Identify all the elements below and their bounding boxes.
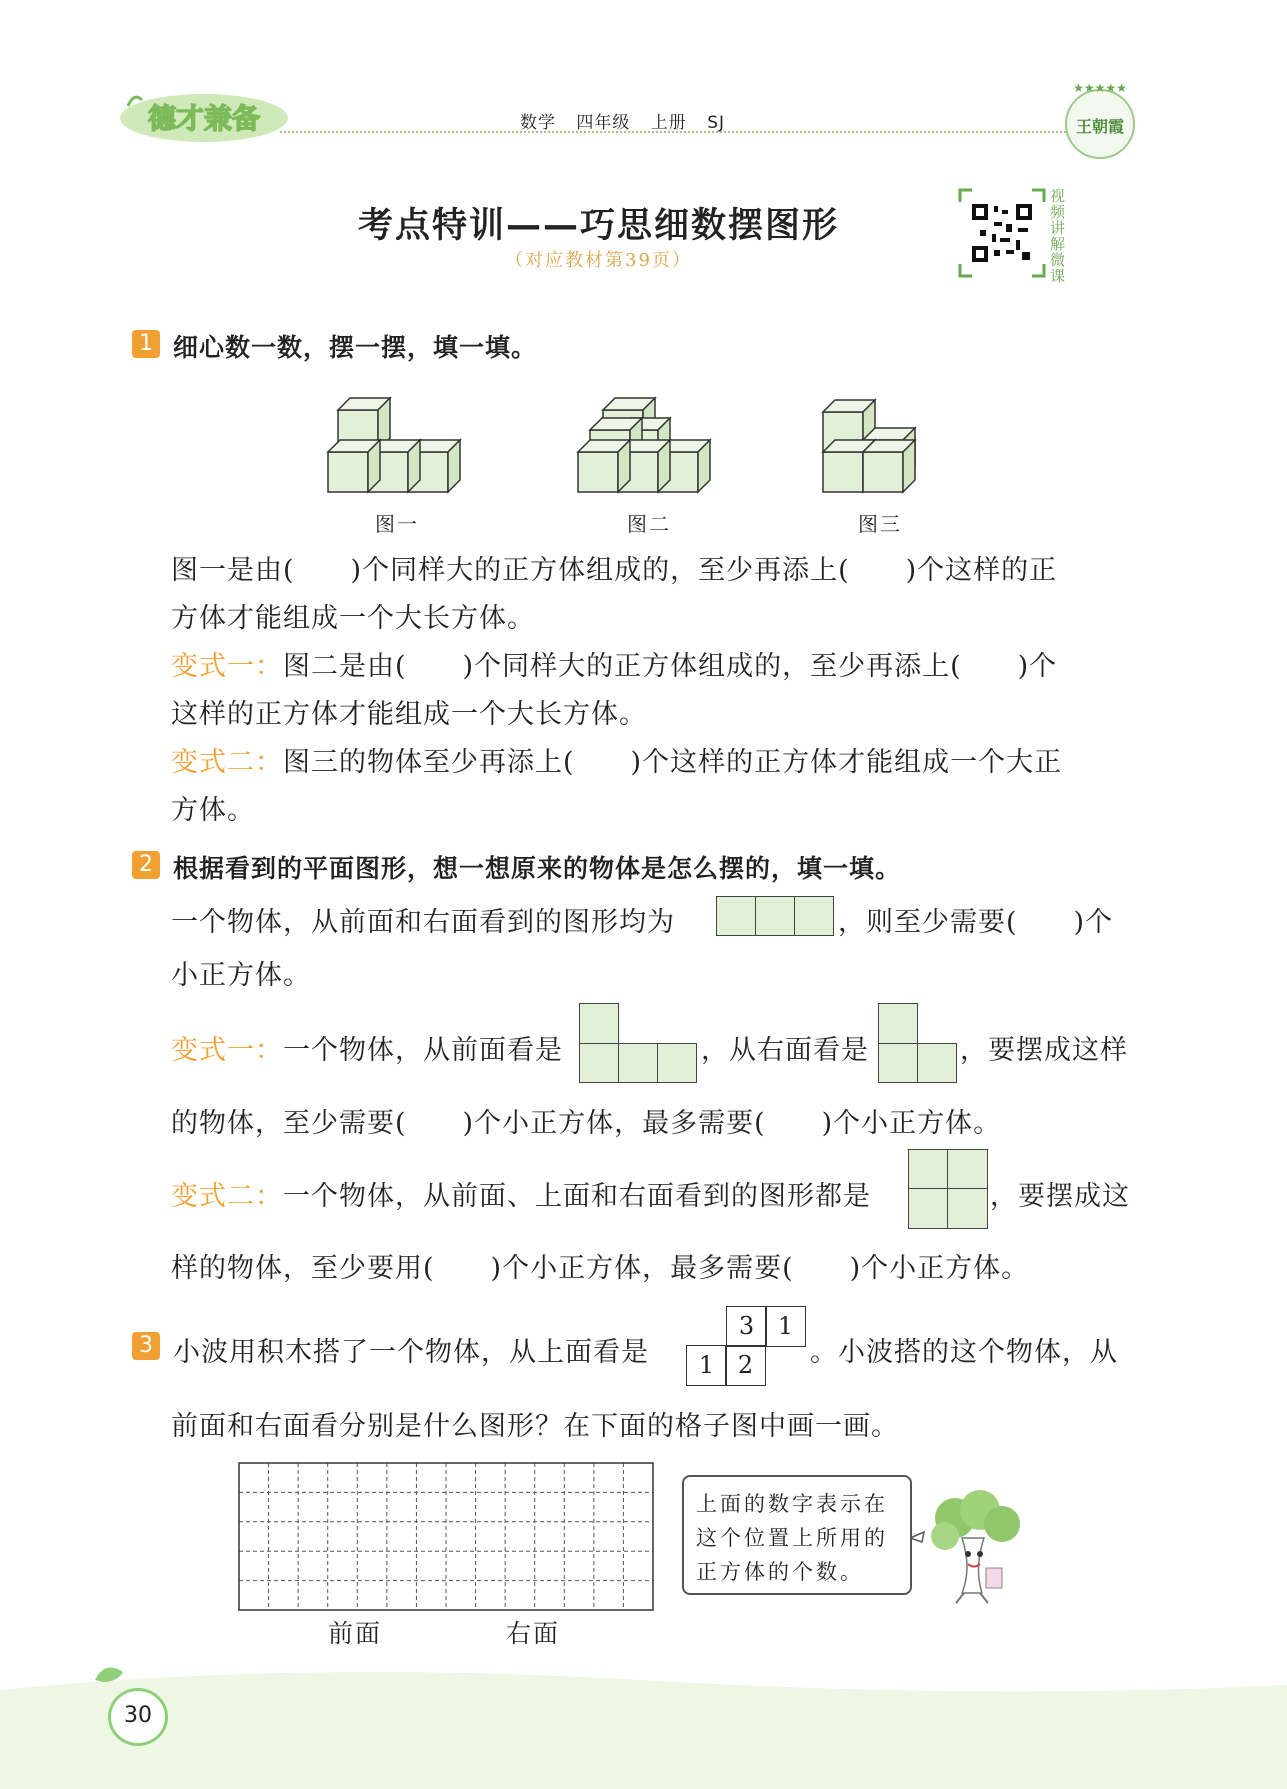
question-title: 根据看到的平面图形，想一想原来的物体是怎么摆的，填一填。 — [173, 854, 902, 883]
view-right-shape — [878, 1003, 958, 1083]
question-title: 细心数一数，摆一摆，填一填。 — [173, 333, 538, 362]
question-number: 2 — [132, 851, 160, 879]
page-number: 30 — [108, 1688, 168, 1746]
q3-line2: 前面和右面看分别是什么图形？在下面的格子图中画一画。 — [171, 1411, 899, 1442]
top-view-cell: 1 — [765, 1306, 806, 1347]
figure-3 — [823, 400, 915, 492]
figure-2-label: 图二 — [627, 512, 671, 536]
variant-2-label: 变式二： — [171, 747, 283, 778]
q3-line1a: 小波用积木搭了一个物体，从上面看是 — [173, 1337, 649, 1368]
question-number: 3 — [132, 1332, 160, 1360]
hint-bubble — [682, 1475, 912, 1595]
q1-text-line1: 图一是由( )个同样大的正方体组成的，至少再添上( )个这样的正 — [171, 555, 1058, 586]
top-view-cell: 2 — [725, 1345, 766, 1386]
q1-v1-line2: 这样的正方体才能组成一个大长方体。 — [171, 699, 647, 730]
q3-line1b: 。小波搭的这个物体，从 — [810, 1337, 1118, 1368]
question-number: 1 — [132, 330, 160, 358]
header-meta: 数学 四年级 上册 SJ — [520, 113, 726, 133]
q2-v1-c: ，要摆成这样 — [960, 1035, 1128, 1066]
q1-v1-line1: 图二是由( )个同样大的正方体组成的，至少再添上( )个 — [283, 651, 1058, 682]
q2-line1a: 一个物体，从前面和右面看到的图形均为 — [171, 907, 675, 938]
q2-v1-line2: 的物体，至少需要( )个小正方体，最多需要( )个小正方体。 — [171, 1108, 1002, 1139]
variant-2-label: 变式二： — [171, 1181, 283, 1212]
footer-wave — [0, 1660, 1287, 1789]
figure-3-label: 图三 — [858, 512, 902, 536]
q2-v1-b: ，从右面看是 — [701, 1035, 869, 1066]
svg-text:★★★★★: ★★★★★ — [1073, 81, 1127, 95]
brand-logo — [118, 88, 290, 144]
view-front-shape — [579, 1003, 699, 1083]
author-seal — [1058, 78, 1143, 163]
variant-1-label: 变式一： — [171, 651, 283, 682]
figure-1-label: 图一 — [375, 512, 419, 536]
q2-line1b: ，则至少需要( )个 — [838, 907, 1114, 938]
figure-1 — [328, 398, 460, 492]
q2-v1-a: 一个物体，从前面看是 — [283, 1035, 563, 1066]
figure-2 — [578, 398, 710, 492]
right-label: 右面 — [506, 1619, 561, 1648]
q2-v2-b: ，要摆成这 — [990, 1181, 1130, 1212]
svg-text:王朝霞: 王朝霞 — [1075, 117, 1125, 136]
q2-line2: 小正方体。 — [171, 960, 311, 991]
mascot-character — [910, 1488, 1030, 1608]
top-view-grid — [686, 1306, 808, 1386]
cube-figures — [318, 372, 978, 507]
variant-1-label: 变式一： — [171, 1035, 283, 1066]
top-view-cell: 1 — [686, 1345, 727, 1386]
page-title: 考点特训——巧思细数摆图形 — [357, 206, 839, 246]
view-three-in-row — [716, 896, 836, 936]
q1-v2-line2: 方体。 — [171, 795, 255, 826]
q1-text-line2: 方体才能组成一个大长方体。 — [171, 603, 535, 634]
view-square-shape — [908, 1149, 988, 1229]
page-subtitle: （对应教材第39页） — [505, 250, 692, 271]
hint-line: 上面的数字表示在 — [696, 1492, 888, 1516]
qr-code[interactable] — [958, 188, 1046, 278]
qr-label: 视频讲解微课 — [1050, 187, 1066, 285]
q2-v2-a: 一个物体，从前面、上面和右面看到的图形都是 — [283, 1181, 871, 1212]
q2-v2-line2: 样的物体，至少要用( )个小正方体，最多需要( )个小正方体。 — [171, 1253, 1030, 1284]
q1-v2-line1: 图三的物体至少再添上( )个这样的正方体才能组成一个大正 — [283, 747, 1063, 778]
brand-text: 德才兼备 — [147, 102, 261, 135]
hint-line: 这个位置上所用的 — [696, 1526, 888, 1550]
hint-line: 正方体的个数。 — [696, 1560, 864, 1584]
front-label: 前面 — [328, 1619, 383, 1648]
drawing-grid[interactable] — [238, 1462, 654, 1612]
top-view-cell: 3 — [726, 1306, 767, 1347]
